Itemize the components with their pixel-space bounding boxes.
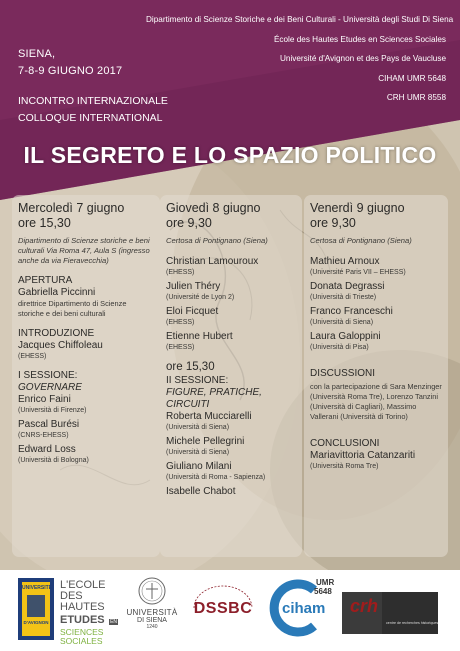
session1-title: GOVERNARE	[18, 382, 82, 393]
speaker-name: Julien Théry	[166, 281, 221, 292]
dssbc-logo	[188, 584, 258, 634]
dssbc-logo-text: DSSBC	[193, 600, 253, 617]
day1-venue: Dipartimento di Scienze storiche e beni culturali Via Roma 47, Aula S (ingresso anche da via Fieravecchia)	[18, 236, 150, 265]
session2-title-line1: FIGURE, PRATICHE,	[166, 387, 262, 398]
crh-logo-subtext: centre de recherches historiques	[386, 621, 439, 625]
siena-seal-icon	[137, 576, 167, 606]
speaker-name: Edward Loss	[18, 444, 76, 455]
siena-logo-line: 1240	[146, 624, 158, 630]
speaker-affiliation: (Università di Siena)	[166, 449, 230, 456]
ehess-logo	[60, 579, 120, 646]
speaker-affiliation: (Università di Pisa)	[310, 344, 369, 351]
conclusion-name: Mariavittoria Catanzariti	[310, 450, 416, 461]
speaker-affiliation: (Università di Trieste)	[310, 294, 377, 301]
conclusion-label: CONCLUSIONI	[310, 438, 380, 449]
avignon-logo-subtext: D'AVIGNON	[23, 620, 49, 625]
ehess-logo-line: SOCIALES	[60, 636, 103, 646]
speaker-affiliation: (EHESS)	[166, 269, 195, 276]
day1-date: Mercoledì 7 giugno	[18, 201, 125, 215]
institution-line: École des Hautes Etudes en Sciences Sociales	[273, 34, 446, 44]
day3-column	[304, 195, 448, 557]
apertura-label: APERTURA	[18, 275, 73, 286]
day2-time: ore 9,30	[166, 216, 212, 230]
ehess-logo-line: DES HAUTES	[60, 590, 105, 613]
apertura-name: Gabriella Piccinni	[18, 287, 96, 298]
speaker-name: Christian Lamouroux	[166, 256, 259, 267]
day2-afternoon-time: ore 15,30	[166, 361, 215, 373]
day2-venue: Certosa di Pontignano (Siena)	[166, 236, 268, 245]
ciham-logo-text: ciham	[282, 600, 326, 617]
apertura-role: direttrice Dipartimento di Scienze storiche e dei beni culturali	[18, 299, 127, 318]
avignon-logo	[18, 578, 54, 640]
speaker-name: Enrico Faini	[18, 394, 71, 405]
intro-name: Jacques Chiffoleau	[18, 340, 103, 351]
ehess-logo-line: EN	[110, 619, 118, 625]
ciham-umr-number: 5648	[314, 587, 332, 596]
day1-column	[12, 195, 160, 557]
speaker-affiliation: (Università di Bologna)	[18, 457, 89, 464]
institution-line: Université d'Avignon et des Pays de Vaucluse	[279, 54, 446, 63]
logos-strip	[0, 570, 460, 651]
speaker-name: Mathieu Arnoux	[310, 256, 380, 267]
day2-column	[160, 195, 302, 557]
ehess-logo-line: L'ECOLE	[60, 579, 106, 591]
event-city: SIENA,	[18, 48, 56, 60]
day3-time: ore 9,30	[310, 216, 356, 230]
speaker-affiliation: (EHESS)	[166, 344, 195, 351]
siena-logo	[124, 576, 180, 646]
session1-label: I SESSIONE:	[18, 370, 78, 381]
speaker-name: Isabelle Chabot	[166, 486, 236, 497]
meeting-label-fr: COLLOQUE INTERNATIONAL	[18, 112, 163, 124]
crh-logo	[342, 592, 438, 634]
event-place-date	[18, 46, 122, 80]
speaker-affiliation: (Università di Firenze)	[18, 407, 87, 414]
ehess-logo-line: ETUDES	[60, 614, 105, 626]
speaker-affiliation: (CNRS-EHESS)	[18, 432, 69, 439]
speaker-affiliation: (EHESS)	[166, 319, 195, 326]
speaker-affiliation: (Università di Roma - Sapienza)	[166, 474, 266, 481]
speaker-name: Michele Pellegrini	[166, 436, 245, 447]
day3-date: Venerdì 9 giugno	[310, 201, 405, 215]
institution-line: Dipartimento di Scienze Storiche e dei Beni Culturali - Università degli Studi Di Siena	[146, 15, 454, 24]
event-type	[18, 93, 168, 127]
siena-logo-line: DI SIENA	[137, 617, 167, 624]
speaker-name: Giuliano Milani	[166, 461, 232, 472]
event-dates: 7-8-9 GIUGNO 2017	[18, 65, 123, 77]
speaker-affiliation: (Università di Siena)	[310, 319, 374, 326]
discussion-text: con la partecipazione di Sara Menzinger (Università Roma Tre), Lorenzo Tanzini (Università di Cagliari), Massimo Vallerani (Università di Torino)	[310, 382, 442, 421]
speaker-affiliation: (Università di Siena)	[166, 424, 230, 431]
meeting-label-it: INCONTRO INTERNAZIONALE	[18, 95, 168, 107]
session2-label: II SESSIONE:	[166, 375, 229, 386]
ciham-logo	[264, 578, 336, 640]
speaker-name: Franco Franceschi	[310, 306, 393, 317]
intro-affiliation: (EHESS)	[18, 353, 47, 360]
ciham-umr-label: UMR	[316, 578, 335, 587]
institution-line: CIHAM UMR 5648	[378, 73, 446, 83]
crh-logo-text: crh	[350, 596, 379, 616]
intro-label: INTRODUZIONE	[18, 328, 95, 339]
speaker-affiliation: (Université de Lyon 2)	[166, 294, 235, 301]
organizing-institutions	[146, 10, 454, 108]
discussion-label: DISCUSSIONI	[310, 368, 376, 379]
poster-title: IL SEGRETO E LO SPAZIO POLITICO	[23, 142, 437, 168]
session2-title-line2: CIRCUITI	[166, 399, 210, 410]
day1-time: ore 15,30	[18, 216, 71, 230]
speaker-name: Pascal Burési	[18, 419, 80, 430]
conclusion-affiliation: (Università Roma Tre)	[310, 463, 379, 470]
day3-venue: Certosa di Pontignano (Siena)	[310, 236, 412, 245]
speaker-name: Eloi Ficquet	[166, 306, 219, 317]
day2-date: Giovedì 8 giugno	[166, 201, 261, 215]
speaker-name: Laura Galoppini	[310, 331, 381, 342]
institution-line: CRH UMR 8558	[386, 93, 446, 102]
ehess-logo-line: SCIENCES	[60, 627, 104, 637]
speaker-name: Etienne Hubert	[166, 331, 233, 342]
speaker-name: Roberta Mucciarelli	[166, 411, 252, 422]
siena-logo-line: UNIVERSITÀ	[126, 608, 178, 617]
speaker-affiliation: (Université Paris VII – EHESS)	[310, 269, 406, 276]
speaker-name: Donata Degrassi	[310, 281, 385, 292]
avignon-logo-text: UNIVERSITÉ	[22, 585, 53, 591]
